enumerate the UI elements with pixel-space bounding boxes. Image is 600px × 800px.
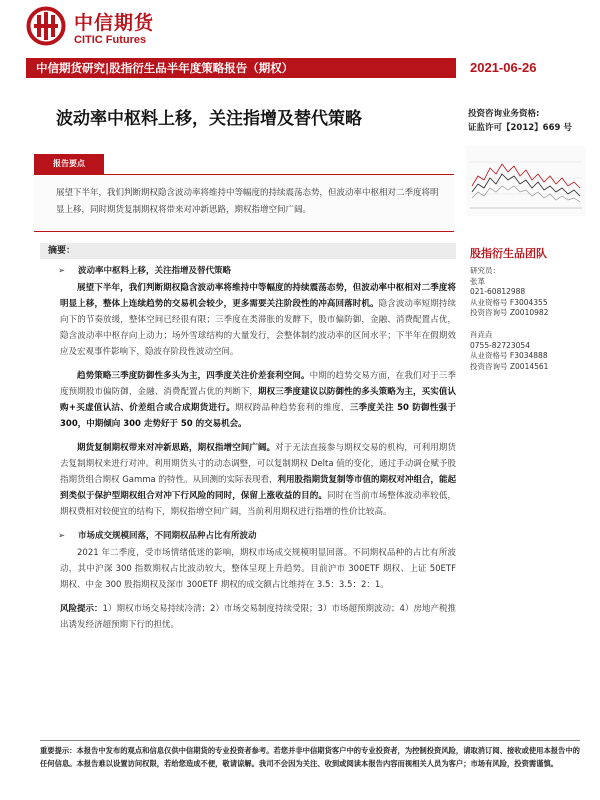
section-heading: ➢ 市场成交规模回落，不同期权品种占比有所波动 <box>58 528 456 545</box>
analyst-consult: 投资咨询号 Z0010982 <box>470 308 549 317</box>
risk-warning: 风险提示：1）期权市场交易持续冷清；2）市场交易制度持续受限；3）市场超预期波动；4）房地产税推出诱发经济超预期下行的担忧。 <box>60 604 456 630</box>
qualification-license: 证监许可【2012】669 号 <box>468 123 572 133</box>
analyst-consult: 投资咨询号 Z0014561 <box>470 361 549 371</box>
analyst-cert: 从业资格号 F3034888 <box>470 351 548 360</box>
analyst-name: 张革 <box>470 276 485 286</box>
analyst-name: 肖垚垚 <box>470 330 493 339</box>
qualification-label: 投资咨询业务资格: <box>468 109 540 119</box>
paragraph: 2021 年二季度，受市场情绪低迷的影响，期权市场成交规模明显回落。不同期权品种的占比有所波动，其中沪深 300 指数期权占比波动较大，整体呈现上升趋势。目前沪市 300ETF 期权、上证 50ETF 期权、中金 300 股指期权及深市 300ETF 期权的成交额占比维持在 3.5：3.5：2：1。 <box>60 548 456 590</box>
arrow-bullet-icon: ➢ <box>58 266 66 276</box>
abstract-content <box>60 263 456 641</box>
paragraph: 期货复制期权带来对冲新思路，期权指增空间广阔。对于无法直接参与期权交易的机构，可利用期货去复制期权来进行对冲。利用期货头寸的动态调整，可以复制期权 Delta 值的变化，通过手动调仓赋予股指期货组合期权 Gamma 的特性。从回测的实际表现看，利用股指期货复制等市值的期权对冲组合，能起到类似于保护型期权组合对冲下行风险的同时，保留上涨收益的目的。同时在当前市场整体波动率较低，期权费相对较便宜的结构下，期权指增空间广阔，当前利用期权进行指增的性价比较高。 <box>60 443 456 517</box>
citic-logo <box>26 4 196 52</box>
volatility-thumbnail-chart <box>466 146 586 216</box>
key-points-tab: 报告要点 <box>34 154 104 174</box>
logo-chinese-name: 中信期货 <box>74 12 155 34</box>
team-name: 股指衍生品团队 <box>470 247 547 260</box>
researcher-label: 研究员： <box>470 266 500 275</box>
paragraph: 展望下半年，我们判断期权隐含波动率将维持中等幅度的持续震荡态势，但波动率中枢相对二季度将明显上移，整体上连续趋势的交易机会较少，更多需要关注阶段性的冲高回落时机。隐含波动率短期持续向下的节奏放缓，整体空间已经很有限；三季度在类滞胀的发酵下，股市偏防御，金融、消费配置占优，隐含波动率中枢存向上动力；场外雪球结构的大量发行，会整体制约波动率的区间水平；下半年在假期效应及宏观事件影响下，隐波存阶段性波动空间。 <box>60 283 456 357</box>
analyst-phone: 021-60812988 <box>470 287 526 296</box>
analyst-phone: 0755-82723054 <box>470 340 530 350</box>
key-points-box <box>34 174 454 232</box>
report-title: 波动率中枢料上移，关注指增及替代策略 <box>56 109 362 129</box>
key-points-text: 展望下半年，我们判断期权隐含波动率将维持中等幅度的持续震荡态势，但波动率中枢相对二季度将明显上移，同时期货复制期权将带来对冲新思路，期权指增空间广阔。 <box>56 188 439 215</box>
abstract-label: 摘要： <box>40 243 456 259</box>
analyst-block-2 <box>470 330 548 372</box>
analyst-cert: 从业资格号 F3004355 <box>470 297 548 307</box>
paragraph: 趋势策略三季度防御性多头为主，四季度关注价差套利空间。中期的趋势交易方面，在我们对于三季度预期股市偏防御，金融、消费配置占优的判断下，期权三季度建议以防御性的多头策略为主，买实值认购+买虚值认沽、价差组合或合成期货进行。期权跨品种趋势套利的维度，三季度关注 50 防御性强于 300，中期倾向 300 走势好于 50 的交易机会。 <box>60 371 456 429</box>
citic-emblem-icon <box>26 6 66 46</box>
report-date: 2021-06-26 <box>470 60 537 75</box>
report-series-banner: 中信期货研究|股指衍生品半年度策略报告（期权） <box>26 58 456 78</box>
logo-english-name: CITIC Futures <box>74 34 147 46</box>
analyst-block-1 <box>470 266 548 319</box>
qualification-block <box>468 107 572 135</box>
section-heading: ➢ 波动率中枢料上移，关注指增及替代策略 <box>58 263 456 280</box>
arrow-bullet-icon: ➢ <box>58 531 66 541</box>
disclaimer-footer: 重要提示：本报告中发布的观点和信息仅供中信期货的专业投资者参考。若您并非中信期货客户中的专业投资者，为控制投资风险，请取消订阅、接收或使用本报告中的任何信息。本报告难以设置访问权限，若给您造成不便，敬请谅解。我司不会因为关注、收到或阅读本报告内容而视相关人员为客户；市场有风险，投资需谨慎。 <box>40 740 580 770</box>
